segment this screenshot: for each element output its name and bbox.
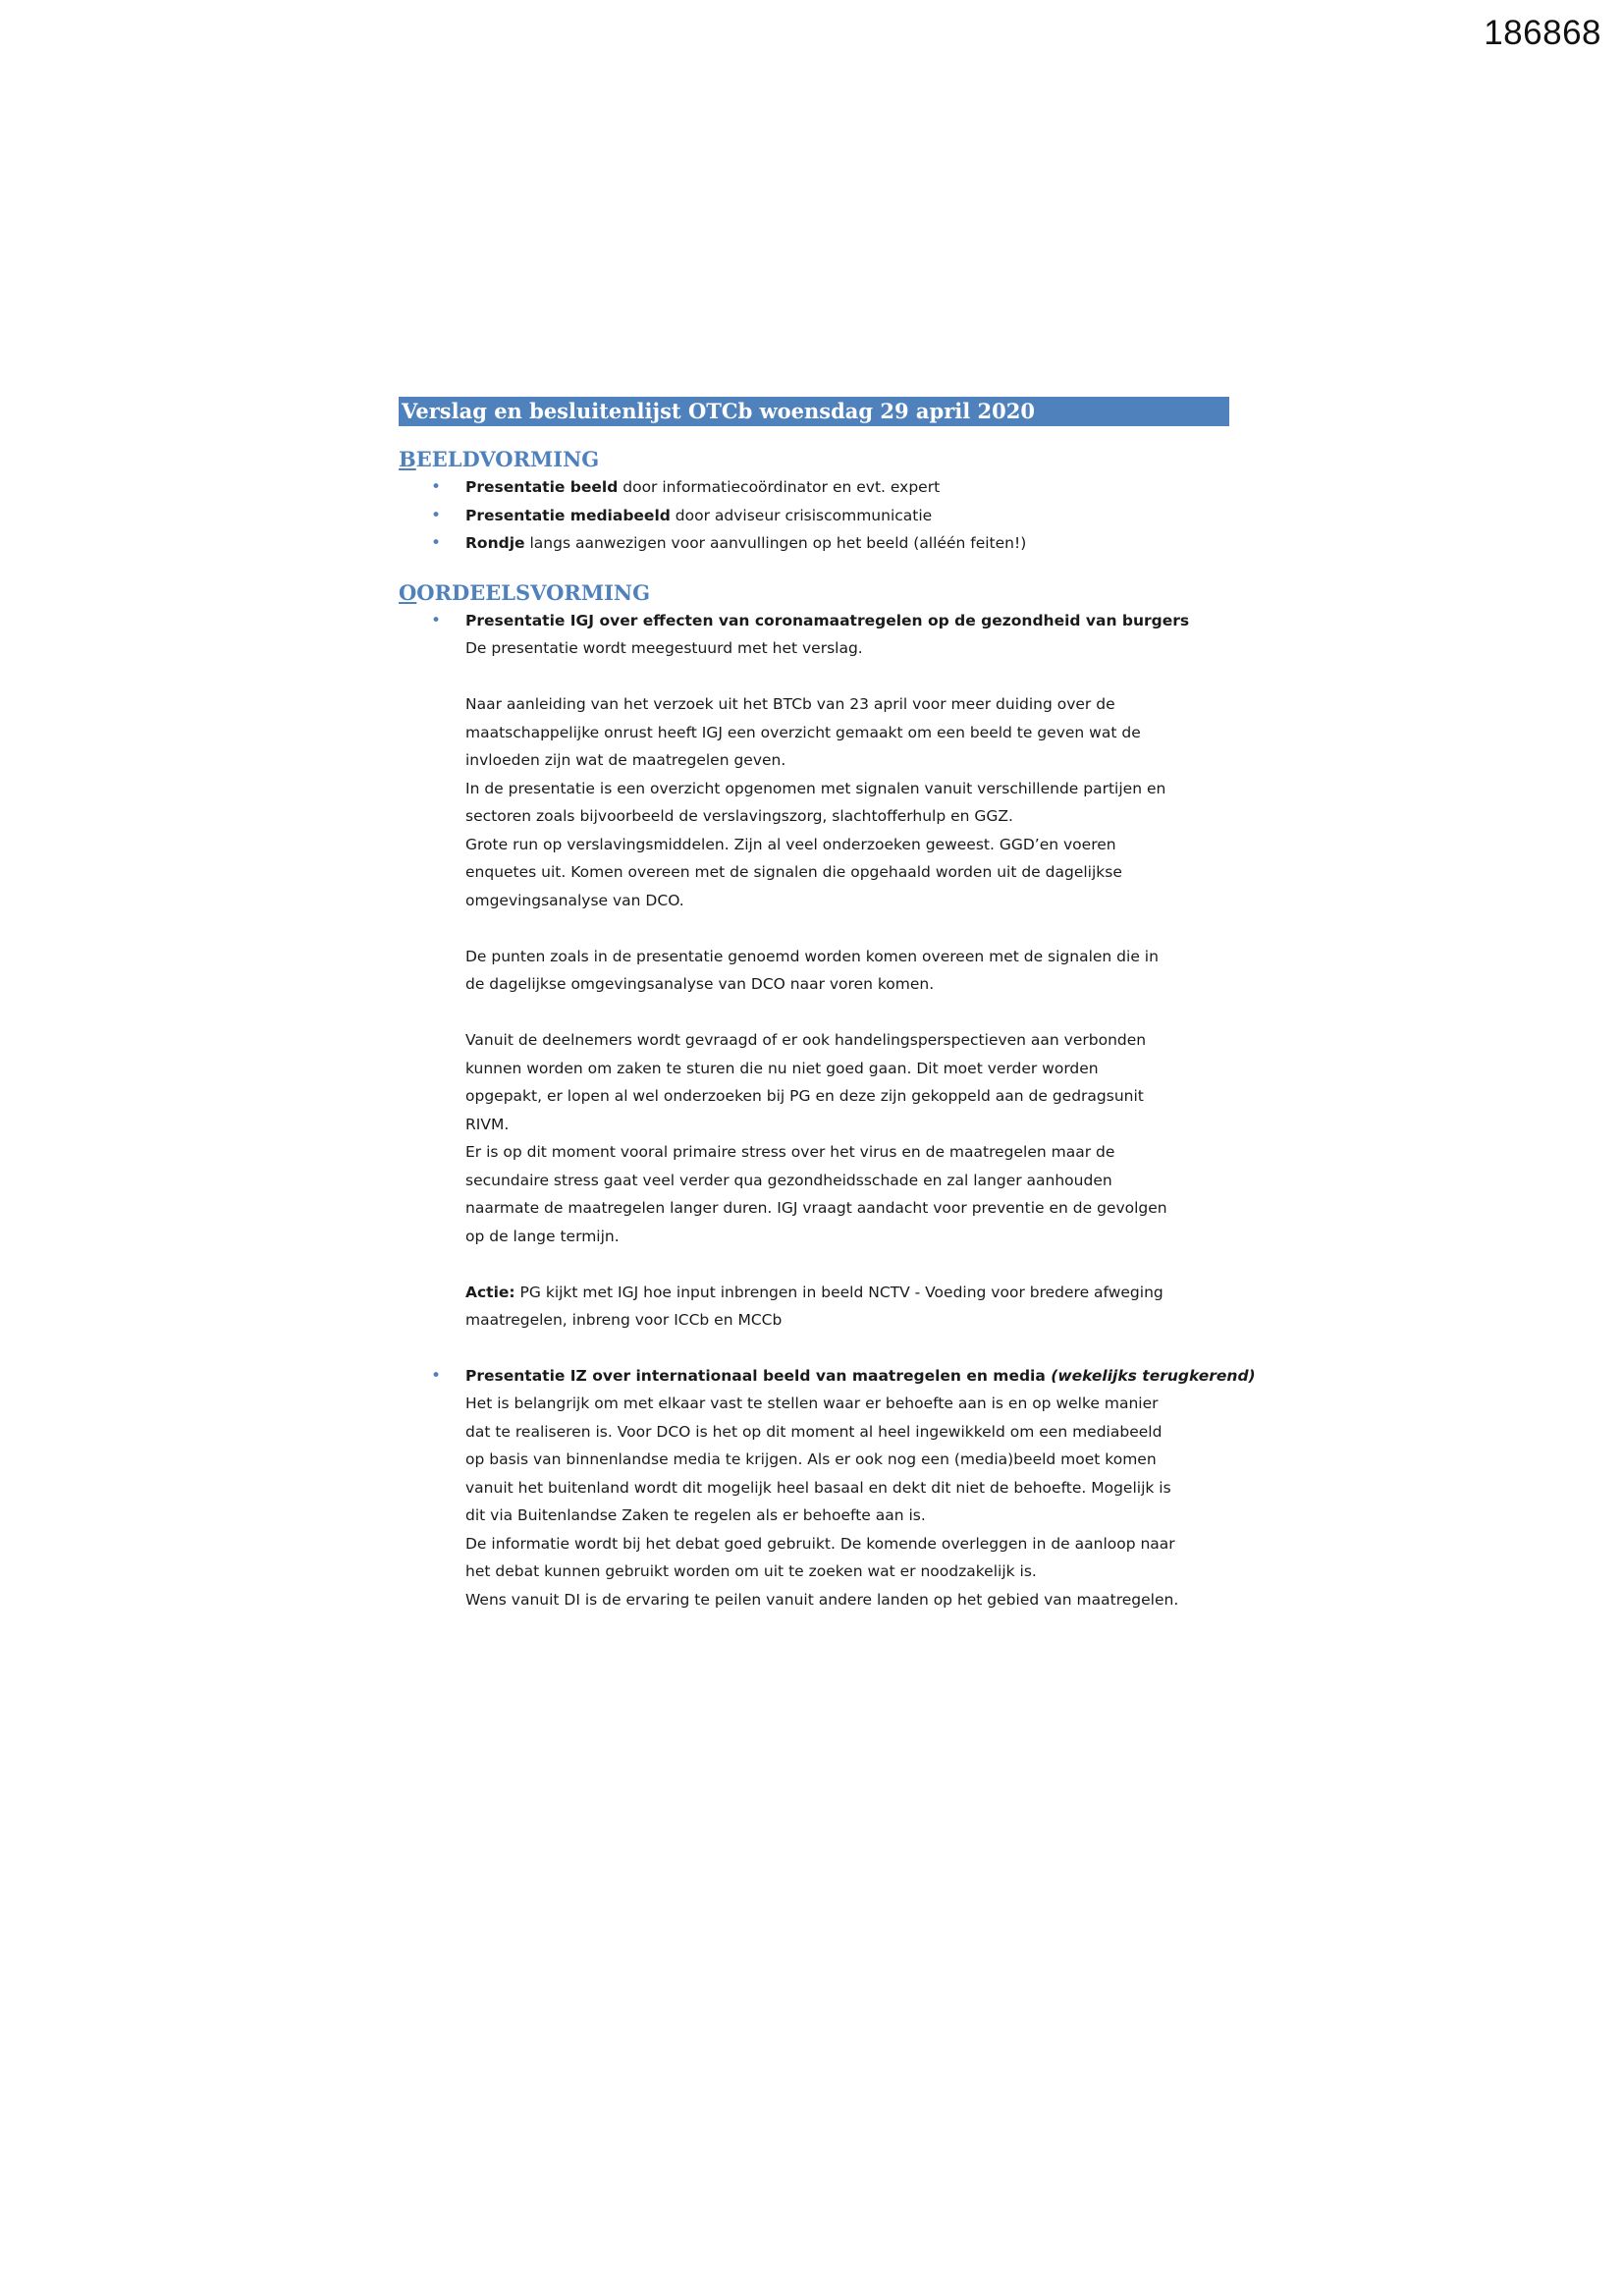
item-body: [465, 1390, 1229, 1613]
text-line: invloeden zijn wat de maatregelen geven.: [465, 751, 786, 769]
item-heading-text: Presentatie IZ over internationaal beeld van maatregelen en media: [465, 1366, 1046, 1385]
paragraph-gap: [465, 914, 1229, 943]
text-line: Wens vanuit DI is de ervaring te peilen vanuit andere landen op het gebied van maatregelen.: [465, 1590, 1179, 1609]
item-bold: Presentatie mediabeeld: [465, 506, 671, 524]
text-line: het debat kunnen gebruikt worden om uit te zoeken wat er noodzakelijk is.: [465, 1562, 1037, 1580]
action-line: [465, 1279, 1229, 1307]
item-text: langs aanwezigen voor aanvullingen op het beeld (alléén feiten!): [524, 534, 1027, 552]
heading-rest: EELDVORMING: [415, 447, 600, 471]
item-bold: Presentatie beeld: [465, 478, 619, 496]
text-line: Er is op dit moment vooral primaire stress over het virus en de maatregelen maar de: [465, 1143, 1115, 1161]
heading-initial: O: [399, 579, 417, 605]
document-page: [399, 397, 1256, 1613]
action-text: PG kijkt met IGJ hoe input inbrengen in beeld NCTV - Voeding voor bredere afweging: [514, 1283, 1163, 1301]
beeldvorming-list: [399, 473, 1229, 558]
text-line: dit via Buitenlandse Zaken te regelen als er behoefte aan is.: [465, 1506, 926, 1524]
text-line: secundaire stress gaat veel verder qua gezondheidsschade en zal langer aanhouden: [465, 1171, 1112, 1189]
item-bold: Rondje: [465, 534, 525, 552]
text-line: maatschappelijke onrust heeft IGJ een overzicht gemaakt om een beeld te geven wat de: [465, 723, 1141, 741]
heading-initial: B: [399, 447, 416, 471]
item-body: [465, 634, 1229, 1279]
text-line: In de presentatie is een overzicht opgenomen met signalen vanuit verschillende partijen en: [465, 779, 1166, 797]
document-id: 186868: [1484, 14, 1601, 52]
item-heading: Presentatie IGJ over effecten van coronamaatregelen op de gezondheid van burgers: [465, 611, 1190, 629]
bullet-icon: •: [431, 610, 442, 630]
text-line: De presentatie wordt meegestuurd met het verslag.: [465, 639, 863, 657]
text-line: kunnen worden om zaken te sturen die nu niet goed gaan. Dit moet verder worden: [465, 1059, 1099, 1077]
text-line: enquetes uit. Komen overeen met de signalen die opgehaald worden uit de dagelijkse: [465, 863, 1122, 881]
text-line: Naar aanleiding van het verzoek uit het BTCb van 23 april voor meer duiding over de: [465, 695, 1115, 713]
item-text: door informatiecoördinator en evt. expert: [618, 478, 941, 496]
action-label: Actie:: [465, 1283, 515, 1301]
list-item: [399, 529, 1229, 558]
agenda-item-igj: [399, 607, 1229, 1335]
text-line: de dagelijkse omgevingsanalyse van DCO naar voren komen.: [465, 975, 935, 993]
text-line: op de lange termijn.: [465, 1227, 620, 1245]
text-line: sectoren zoals bijvoorbeeld de verslavingszorg, slachtofferhulp en GGZ.: [465, 807, 1013, 825]
document-title: Verslag en besluitenlijst OTCb woensdag 29 april 2020: [399, 397, 1229, 426]
agenda-item-iz: [399, 1362, 1256, 1614]
paragraph-gap: [465, 663, 1229, 691]
item-text: door adviseur crisiscommunicatie: [670, 506, 933, 524]
list-item: [399, 473, 1229, 502]
text-line: Grote run op verslavingsmiddelen. Zijn al veel onderzoeken geweest. GGD’en voeren: [465, 835, 1116, 853]
text-line: De punten zoals in de presentatie genoemd worden komen overeen met de signalen die in: [465, 947, 1159, 965]
section-heading-beeldvorming: [399, 446, 1229, 473]
text-line: vanuit het buitenland wordt dit mogelijk heel basaal en dekt dit niet de behoefte. Mogelijk is: [465, 1478, 1171, 1497]
list-item: [399, 502, 1229, 530]
bullet-icon: •: [431, 1365, 442, 1386]
text-line: dat te realiseren is. Voor DCO is het op dit moment al heel ingewikkeld om een mediabeeld: [465, 1422, 1163, 1441]
text-line: omgevingsanalyse van DCO.: [465, 891, 684, 909]
text-line: Vanuit de deelnemers wordt gevraagd of er ook handelingsperspectieven aan verbonden: [465, 1031, 1147, 1049]
action-line-continued: maatregelen, inbreng voor ICCb en MCCb: [465, 1311, 783, 1329]
heading-rest: ORDEELSVORMING: [416, 579, 651, 605]
text-line: opgepakt, er lopen al wel onderzoeken bij PG en deze zijn gekoppeld aan de gedragsunit: [465, 1087, 1144, 1105]
text-line: naarmate de maatregelen langer duren. IGJ vraagt aandacht voor preventie en de gevolgen: [465, 1199, 1167, 1217]
paragraph-gap: [465, 999, 1229, 1027]
text-line: RIVM.: [465, 1115, 510, 1133]
section-heading-oordeelsvorming: [399, 579, 1229, 607]
text-line: De informatie wordt bij het debat goed gebruikt. De komende overleggen in de aanloop naar: [465, 1534, 1175, 1553]
item-heading: [465, 1362, 1256, 1391]
text-line: Het is belangrijk om met elkaar vast te stellen waar er behoefte aan is en op welke manier: [465, 1394, 1159, 1412]
item-heading-note: (wekelijks terugkerend): [1051, 1366, 1256, 1385]
text-line: op basis van binnenlandse media te krijgen. Als er ook nog een (media)beeld moet komen: [465, 1450, 1157, 1468]
paragraph-gap: [465, 1250, 1229, 1279]
